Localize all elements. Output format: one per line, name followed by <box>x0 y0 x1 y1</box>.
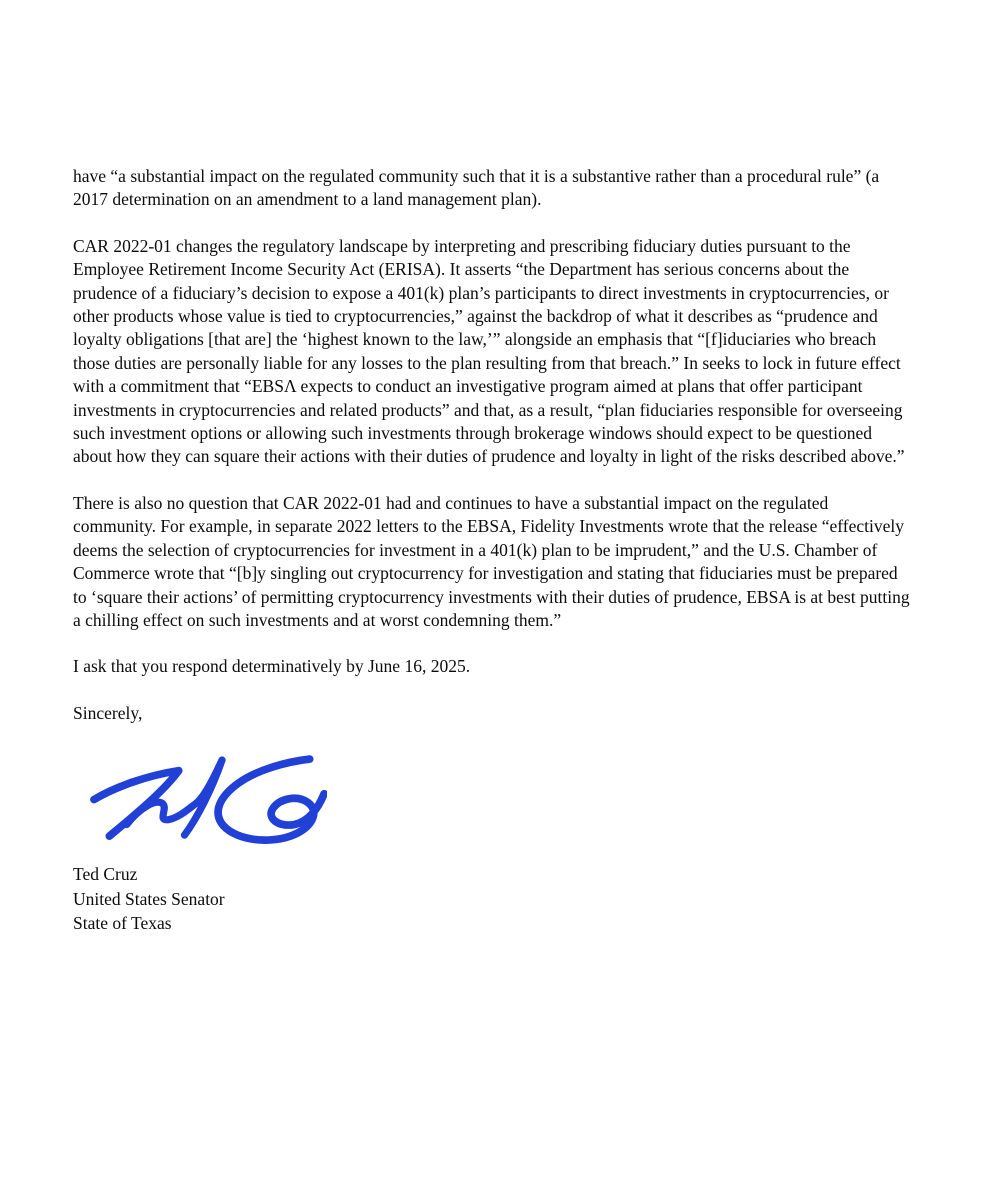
signature-ink <box>67 748 327 852</box>
closing-salutation: Sincerely, <box>73 702 143 723</box>
signer-title: United States Senator <box>73 888 225 909</box>
paragraph-3: There is also no question that CAR 2022-01 had and continues to have a substantial impact on the regulated community. For example, in separate 2022 letters to the EBSA, Fidelity Investments wrote that the release “effectively deems the selection of cryptocurrencies for investment in a 401(k) plan to be imprudent,” and the U.S. Chamber of Commerce wrote that “[b]y singling out cryptocurrency for investigation and stating that fiduciaries must be prepared to ‘square their actions’ of permitting cryptocurrency investments with their duties of prudence, EBSA is at best putting a chilling effect on such investments and at worst condemning them.” <box>73 492 910 630</box>
signer-state: State of Texas <box>73 913 172 934</box>
paragraph-4: I ask that you respond determinatively by June 16, 2025. <box>73 656 471 677</box>
letter-body <box>73 165 911 936</box>
signature-stroke-flourish <box>218 759 324 840</box>
signer-name: Ted Cruz <box>73 864 138 885</box>
signature-block <box>73 862 911 936</box>
paragraph-2: CAR 2022-01 changes the regulatory landscape by interpreting and prescribing fiduciary duties pursuant to the Employee Retirement Income Security Act (ERISA). It asserts “the Department has serious concerns about the prudence of a fiduciary’s decision to expose a 401(k) plan’s participants to direct investments in cryptocurrencies, or other products whose value is tied to cryptocurrencies,” against the backdrop of what it describes as “prudence and loyalty obligations [that are] the ‘highest known to the law,’” alongside an emphasis that “[f]iduciaries who breach those duties are personally liable for any losses to the plan resulting from that breach.” In seeks to lock in future effect with a commitment that “EBSΛ expects to conduct an investigative program aimed at plans that offer participant investments in cryptocurrencies and related products” and that, as a result, “plan fiduciaries responsible for overseeing such investment options or allowing such investments through brokerage windows should expect to be questioned about how they can square their actions with their duties of prudence and loyalty in light of the risks described above.” <box>73 235 905 467</box>
paragraph-1: have “a substantial impact on the regulated community such that it is a substantive rather than a procedural rule” (a 2017 determination on an amendment to a land management plan). <box>73 166 880 210</box>
